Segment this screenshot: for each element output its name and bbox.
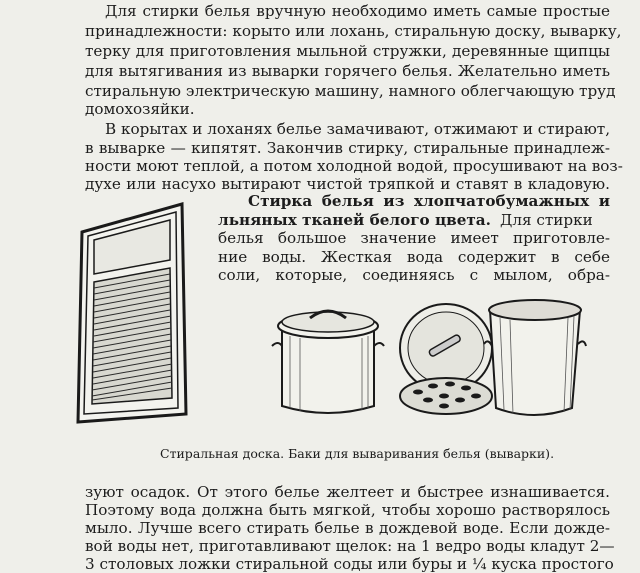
section-heading: льняных тканей белого цвета. [218, 211, 491, 229]
perforated-grate [400, 378, 492, 414]
boiling-tanks-illustration [268, 296, 590, 422]
text-line: белья большое значение имеет приготовле- [218, 229, 610, 247]
figure-caption: Стиральная доска. Баки для вываривания белья (выварки). [160, 446, 555, 461]
text-line: соли, которые, соединяясь с мылом, обра- [218, 266, 610, 284]
text-line: стиральную электрическую машину, намного облегчающую труд [85, 82, 616, 100]
section-heading: Стирка белья из хлопчатобумажных и [248, 192, 610, 210]
washboard-illustration [70, 200, 196, 430]
text-line: вой воды нет, приготавливают щелок: на 1 ведро воды кладут 2— [85, 537, 615, 555]
text-line: терку для приготовления мыльной стружки, деревянные щипцы [85, 42, 610, 60]
text-line: домохозяйки. [85, 100, 195, 118]
text-line: мыло. Лучше всего стирать белье в дождевой воде. Если дожде- [85, 519, 610, 537]
text-line: Поэтому вода должна быть мягкой, чтобы хорошо растворялось [85, 501, 610, 519]
open-tank [484, 300, 586, 415]
text-line: принадлежности: корыто или лохань, стиральную доску, выварку, [85, 22, 622, 40]
text-line: в выварке — кипятят. Закончив стирку, стиральные принадлеж- [85, 139, 610, 157]
text-line: Для стирки [500, 211, 593, 229]
text-line: для вытягивания из выварки горячего белья. Желательно иметь [85, 62, 610, 80]
text-line: ности моют теплой, а потом холодной водой, просушивают на воз- [85, 157, 623, 175]
text-line: Для стирки белья вручную необходимо иметь самые простые [105, 2, 610, 20]
text-line: 3 столовых ложки стиральной соды или буры и ¼ куска простого [85, 555, 614, 573]
tank-with-lid [272, 311, 384, 413]
text-line: В корытах и лоханях белье замачивают, отжимают и стирают, [105, 120, 611, 138]
text-line: духе или насухо вытирают чистой тряпкой и ставят в кладовую. [85, 175, 610, 193]
text-line: ние воды. Жесткая вода содержит в себе [218, 248, 610, 266]
text-line: зуют осадок. От этого белье желтеет и быстрее изнашивается. [85, 483, 610, 501]
